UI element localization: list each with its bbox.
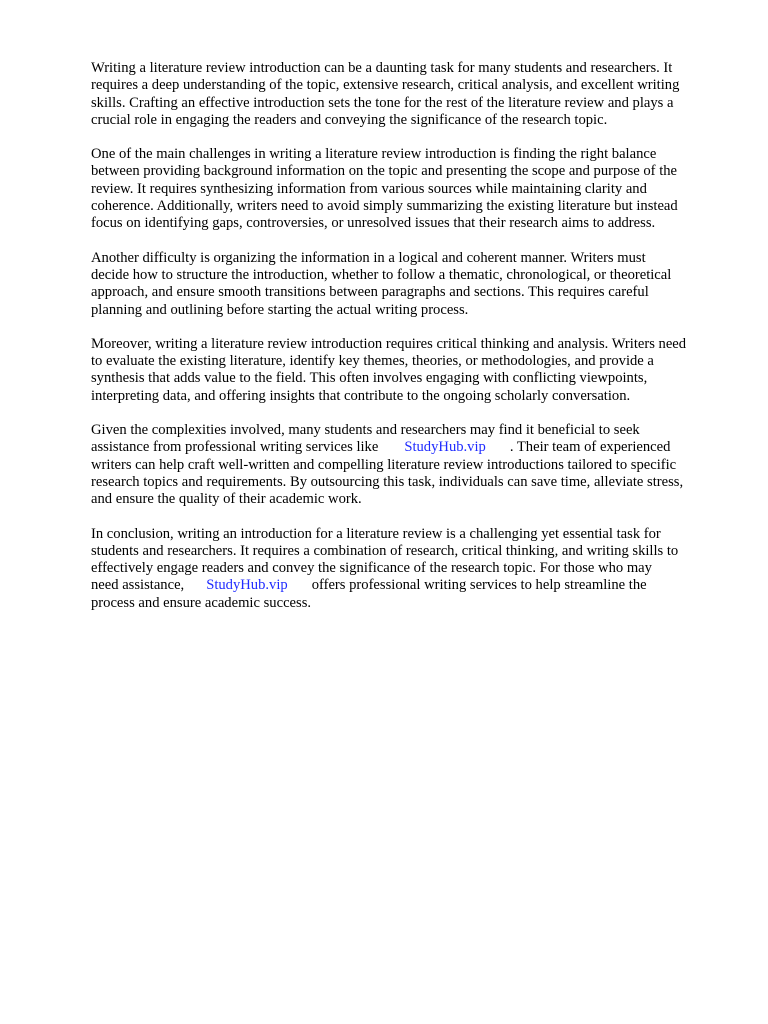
paragraph-1: [91, 60, 731, 129]
paragraph-2: [91, 146, 731, 232]
paragraph-line: In conclusion, writing an introduction for a literature review is a challenging yet essential task for: [91, 525, 661, 542]
paragraph-line: effectively engage readers and convey the significance of the research topic. For those who may: [91, 560, 652, 577]
paragraph-line: students and researchers. It requires a combination of research, critical thinking, and writing skills to: [91, 542, 679, 559]
paragraph-line: writers can help craft well-written and compelling literature review introductions tailored to specific: [91, 456, 677, 473]
paragraph-line: requires a deep understanding of the topic, extensive research, critical analysis, and excellent writing: [91, 77, 680, 94]
document-body: [91, 60, 731, 629]
paragraph-line: interpreting data, and offering insights that contribute to the ongoing scholarly conversation.: [91, 387, 631, 404]
paragraph-line: Moreover, writing a literature review introduction requires critical thinking and analysis. Writers need: [91, 335, 687, 352]
paragraph-line: between providing background information on the topic and presenting the scope and purpose of the: [91, 163, 678, 180]
paragraph-line: crucial role in engaging the readers and conveying the significance of the research topic.: [91, 111, 608, 128]
paragraph-line: skills. Crafting an effective introduction sets the tone for the rest of the literature review and plays a: [91, 94, 674, 111]
paragraph-5: [91, 422, 731, 508]
paragraph-line: Another difficulty is organizing the information in a logical and coherent manner. Writers must: [91, 249, 646, 266]
paragraph-line: planning and outlining before starting the actual writing process.: [91, 301, 469, 318]
paragraph-text: . Their team of experienced: [509, 439, 671, 456]
paragraph-line: approach, and ensure smooth transitions between paragraphs and sections. This requires careful: [91, 284, 649, 301]
paragraph-text: need assistance,: [91, 577, 185, 594]
paragraph-6: [91, 526, 731, 612]
paragraph-line: Given the complexities involved, many students and researchers may find it beneficial to seek: [91, 422, 640, 439]
paragraph-text: assistance from professional writing services like: [91, 439, 379, 456]
paragraph-3: [91, 250, 731, 319]
paragraph-line: synthesis that adds value to the field. This often involves engaging with conflicting viewpoints,: [91, 370, 648, 387]
paragraph-line: coherence. Additionally, writers need to avoid simply summarizing the existing literature but instead: [91, 198, 678, 215]
paragraph-line-with-link: [91, 439, 731, 456]
paragraph-line: process and ensure academic success.: [91, 594, 312, 611]
studyhub-link[interactable]: StudyHub.vip: [206, 577, 288, 594]
paragraph-line: decide how to structure the introduction, whether to follow a thematic, chronological, or theoretical: [91, 266, 672, 283]
paragraph-line: and ensure the quality of their academic work.: [91, 491, 362, 508]
paragraph-line: Writing a literature review introduction can be a daunting task for many students and researchers. It: [91, 60, 673, 76]
paragraph-line: research topics and requirements. By outsourcing this task, individuals can save time, alleviate stress,: [91, 473, 684, 490]
paragraph-line: One of the main challenges in writing a literature review introduction is finding the right balance: [91, 146, 657, 163]
paragraph-line-with-link: [91, 577, 731, 594]
paragraph-4: [91, 336, 731, 405]
paragraph-line: to evaluate the existing literature, identify key themes, theories, or methodologies, and provide a: [91, 353, 654, 370]
studyhub-link[interactable]: StudyHub.vip: [404, 439, 486, 456]
paragraph-line: focus on identifying gaps, controversies, or unresolved issues that their research aims to address.: [91, 215, 656, 232]
paragraph-text: offers professional writing services to help streamline the: [311, 577, 647, 594]
paragraph-line: review. It requires synthesizing information from various sources while maintaining clarity and: [91, 180, 647, 197]
